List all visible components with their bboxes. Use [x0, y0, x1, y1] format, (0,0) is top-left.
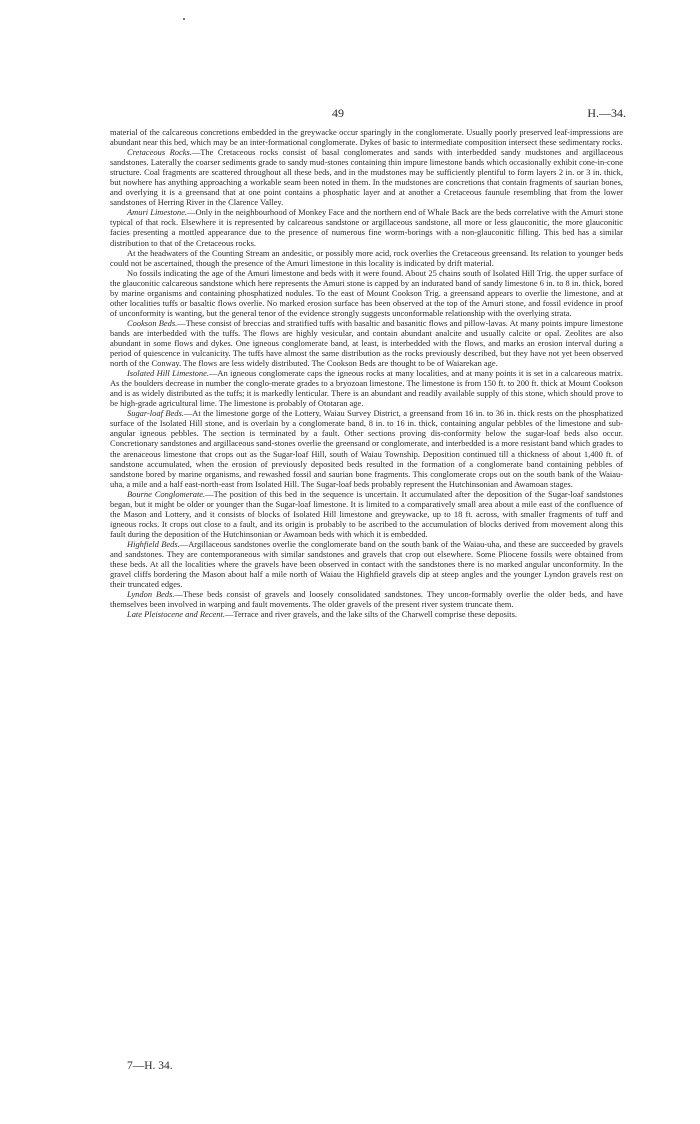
paragraph-isolated-hill-limestone	[110, 368, 623, 408]
paragraph-counting-stream	[110, 248, 623, 268]
paragraph-text: —Argillaceous sandstones overlie the conglomerate band on the south bank of the Waiau-uha, and these are succeeded by gravels and sandstones. They are contemporaneous with similar sandstones and gravels that crop out elsewhere. Some Pliocene fossils were obtained from these beds. At all the localities where the gravels have been observed in contact with the sandstones there is no marked angular unconformity. In the gravel cliffs bordering the Mason about half a mile north of Waiau the Highfield gravels dip at steep angles and the younger Lyndon gravels rest on their truncated edges.	[110, 538, 623, 590]
paragraph-text: —Terrace and river gravels, and the lake silts of the Charwell comprise these deposits.	[224, 609, 517, 620]
document-reference: H.—34.	[587, 106, 626, 120]
paragraph-text: At the headwaters of the Counting Stream an andesitic, or possibly more acid, rock overlies the Cretaceous greensand. Its relation to younger beds could not be ascertained, though the presence of the Amuri limestone in this locality is indicated by drift material.	[110, 247, 623, 268]
paragraph-text: —These beds consist of gravels and loosely consolidated sandstones. They uncon-formably overlie the older beds, and have themselves been involved in warping and fault movements. The older gravels of the present river system truncate them.	[110, 589, 623, 610]
paragraph-intro	[110, 127, 623, 147]
paragraph-text: material of the calcareous concretions embedded in the greywacke occur sparingly in the conglomerate. Usually poorly preserved leaf-impressions are abundant near this bed, which may be an inter-formational conglomerate. Dykes of basic to intermediate composition intersect these sedimentary rocks.	[110, 127, 623, 148]
paragraph-fossils	[110, 268, 623, 318]
page-number: 49	[332, 106, 344, 120]
body-text	[110, 127, 623, 619]
paragraph-text: —The Cretaceous rocks consist of basal conglomerates and sands with interbedded sandy mudstones and argillaceous sandstones. Laterally the coarser sediments grade to sandy mud-stones containing thin impure limestone bands which occasionally exhibit cone-in-cone structure. Coal fragments are scattered throughout all these beds, and in the mudstones may be sufficiently plentiful to form layers 2 in. or 3 in. thick, but nowhere has anything approaching a workable seam been noted in them. In the mudstones are concretions that contain fragments of saurian bones, and overlying it is a greensand that at one point contains a phosphatic layer and at another a Cretaceous faunule resembling that from the lower sandstones of Herring River in the Clarence Valley.	[110, 147, 623, 208]
paragraph-heading: Isolated Hill Limestone.	[127, 368, 209, 379]
paragraph-late-pleistocene	[110, 609, 623, 619]
paragraph-cookson-beds	[110, 318, 623, 368]
paragraph-heading: Bourne Conglomerate.	[127, 488, 206, 499]
paragraph-sugar-loaf-beds	[110, 408, 623, 488]
paragraph-heading: Late Pleistocene and Recent.	[127, 609, 225, 620]
paragraph-heading: Sugar-loaf Beds.	[127, 408, 184, 419]
paragraph-heading: Cookson Beds.	[127, 317, 178, 328]
paragraph-text: —At the limestone gorge of the Lottery, Waiau Survey District, a greensand from 16 in. to 36 in. thick rests on the phosphatized surface of the Isolated Hill stone, and is overlain by a conglomerate band, 8 in. to 16 in. thick, containing angular pebbles of the limestone and sub-angular igneous pebbles. The section is terminated by a fault. Other sections proving dis-conformity below the sugar-loaf beds also occur. Concretionary sandstones and argillaceous sand-stones overlie the greensand or conglomerate, and interbedded is a more resistant band which grades to the arenaceous limestone that crops out as the Sugar-loaf Hill, south of Waiau Township. Deposition continued till a thickness of about 1,400 ft. of sandstone accumulated, when the erosion of previously deposited beds resulted in the formation of a conglomerate band containing pebbles of sandstone bored by marine organisms, and rewashed fossil and saurian bone fragments. This conglomerate crops out on the south bank of the Waiau-uha, a mile and a half east-north-east from Isolated Hill. The Sugar-loaf beds probably represent the Hutchinsonian and Awamoan stages.	[110, 408, 623, 489]
paragraph-lyndon-beds	[110, 589, 623, 609]
paragraph-bourne-conglomerate	[110, 489, 623, 539]
paragraph-heading: Cretaceous Rocks.	[127, 147, 192, 158]
scan-speck	[183, 18, 185, 20]
paragraph-cretaceous-rocks	[110, 147, 623, 207]
paragraph-amuri-limestone	[110, 207, 623, 247]
paragraph-text: —The position of this bed in the sequence is uncertain. It accumulated after the deposition of the Sugar-loaf sandstones began, but it might be older or younger than the Sugar-loaf limestone. It is limited to a comparatively small area about a mile east of the confluence of the Mason and Lottery, and it consists of blocks of Isolated Hill limestone and greywacke, up to 18 ft. across, with smaller fragments of tuff and igneous rocks. It crops out close to a fault, and its origin is probably to be ascribed to the accumulation of blocks derived from movement along this fault during the deposition of the Hutchinsonian or Awamoan beds with which it is embedded.	[110, 488, 623, 539]
paragraph-text: —These consist of breccias and stratified tuffs with basaltic and basanitic flows and pillow-lavas. At many points impure limestone bands are interbedded with the tuffs. The flows are highly vesicular, and contain abundant analcite and usually calcite or opal. Zeolites are also abundant in some flows and dykes. One igneous conglomerate band, at least, is interbedded with the flows, and marks an erosion interval during a period of quiescence in vulcanicity. The tuffs have almost the same distribution as the rocks previously described, but they have not yet been observed north of the Conway. The flows are less widely distributed. The Cookson Beds are thought to be of Waiarekan age.	[110, 317, 623, 369]
paragraph-text: —Only in the neighbourhood of Monkey Face and the northern end of Whale Back are the beds correlative with the Amuri stone typical of that rock. Elsewhere it is represented by calcareous sandstone or argillaceous sandstone, all more or less glauconitic, the more glauconitic facies presenting a mottled appearance due to the presence of numerous fine worm-borings with a non-glauconitic filling. This bed has a similar distribution to that of the Cretaceous rocks.	[110, 207, 623, 248]
footer-reference: 7—H. 34.	[127, 1060, 173, 1072]
paragraph-highfield-beds	[110, 539, 623, 589]
paragraph-text: No fossils indicating the age of the Amuri limestone and beds with it were found. About 25 chains south of Isolated Hill Trig. the upper surface of the glauconitic calcareous sandstone which here represents the Amuri stone is capped by an indurated band of sandy limestone 6 in. to 8 in. thick, bored by marine organisms and containing phosphatized nodules. To the east of Mount Cookson Trig. a greensand appears to overlie the limestone, and at other localities tuffs or basaltic flows overlie. No marked erosion surface has been observed at the top of the Amuri stone, and fossil evidence in proof of unconformity is wanting, but the general tenor of the evidence strongly suggests unconformable relationship with the overlying strata.	[110, 267, 623, 318]
page-header	[0, 106, 700, 122]
paragraph-heading: Lyndon Beds.	[127, 589, 175, 600]
paragraph-text: —An igneous conglomerate caps the igneous rocks at many localities, and at many points it is set in a calcareous matrix. As the boulders decrease in number the conglo-merate grades to a bryozoan limestone. The limestone is from 150 ft. to 200 ft. thick at Mount Cookson and is as widely distributed as the tuffs; it is markedly lenticular. There is an abundant and readily available supply of this stone, which should prove to be high-grade agricultural lime. The limestone is probably of Ototaran age.	[110, 368, 624, 409]
paragraph-heading: Amuri Limestone.	[127, 207, 188, 218]
paragraph-heading: Highfield Beds.	[127, 538, 180, 549]
